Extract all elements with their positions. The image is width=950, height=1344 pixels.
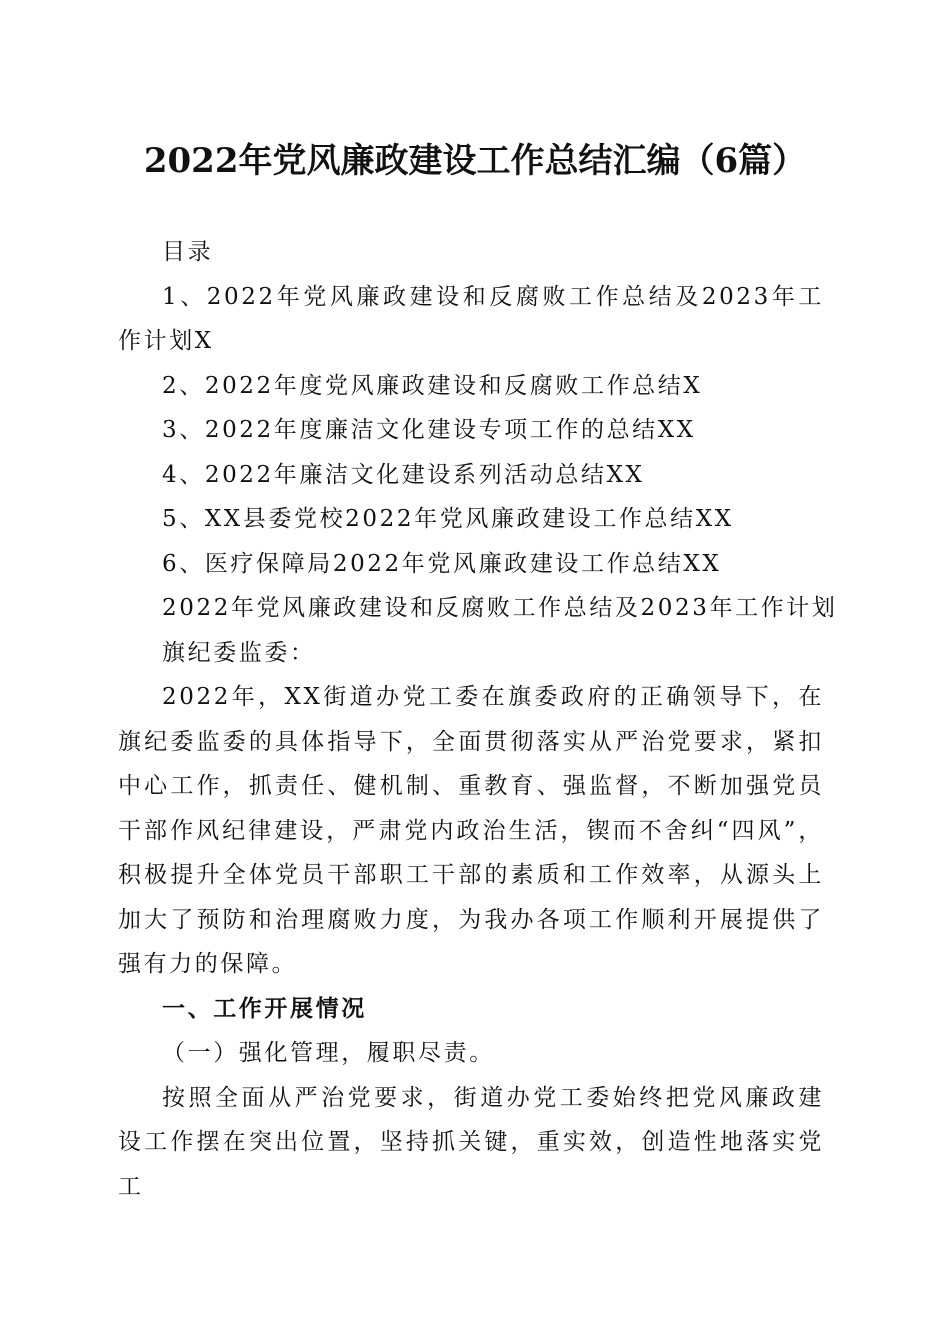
toc-item: 1、2022年党风廉政建设和反腐败工作总结及2023年工作计划X bbox=[118, 283, 824, 354]
subsection-paragraph: 按照全面从严治党要求，街道办党工委始终把党风廉政建设工作摆在突出位置，坚持抓关键，重实效，创造性地落实党工 bbox=[118, 1084, 824, 1200]
toc-item: 5、XX县委党校2022年党风廉政建设工作总结XX bbox=[162, 506, 734, 532]
intro-paragraph: 2022年，XX街道办党工委在旗委政府的正确领导下，在旗纪委监委的具体指导下，全面贯彻落实从严治党要求，紧扣中心工作，抓责任、健机制、重教育、强监督，不断加强党员干部作风纪律建设，严肃党内政治生活，锲而不舍纠“四风”，积极提升全体党员干部职工干部的素质和工作效率，从源头上加大了预防和治理腐败力度，为我办各项工作顺利开展提供了强有力的保障。 bbox=[118, 684, 824, 977]
article-title: 2022年党风廉政建设和反腐败工作总结及2023年工作计划 bbox=[162, 595, 838, 621]
document-body bbox=[118, 230, 838, 1209]
toc-item: 6、医疗保障局2022年党风廉政建设工作总结XX bbox=[162, 550, 722, 577]
subsection-heading: （一）强化管理，履职尽责。 bbox=[162, 1040, 495, 1066]
section-heading: 一、工作开展情况 bbox=[162, 995, 367, 1022]
toc-label: 目录 bbox=[162, 239, 214, 265]
toc-item: 2、2022年度党风廉政建设和反腐败工作总结X bbox=[162, 372, 703, 399]
toc-item: 4、2022年廉洁文化建设系列活动总结XX bbox=[162, 461, 645, 488]
document-title: 2022年党风廉政建设工作总结汇编（6篇） bbox=[143, 141, 807, 181]
article-author: 旗纪委监委： bbox=[162, 639, 316, 666]
toc-item: 3、2022年度廉洁文化建设专项工作的总结XX bbox=[162, 417, 696, 443]
